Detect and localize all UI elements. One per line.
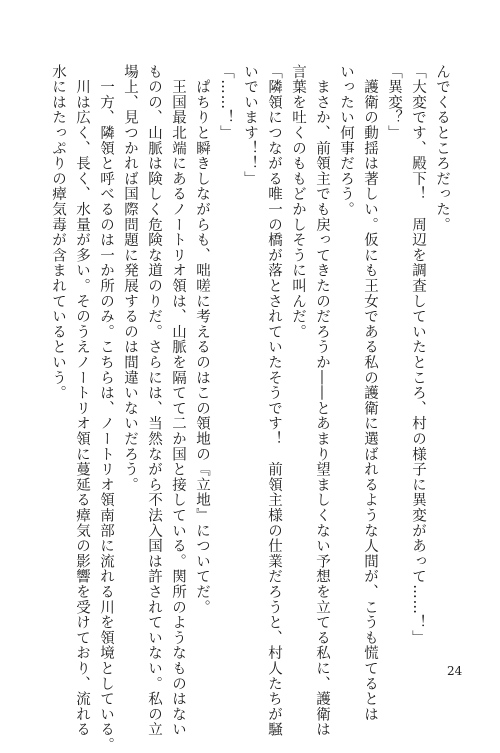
text-line: 「異変？」 [386,64,402,141]
text-line: 王国最北端にあるノートリオ領は、山脈を隔てて二か国と接している。関所のようなものはない [170,64,186,738]
text-line: ぱちりと瞬きしながらも、咄嗟に考えるのはこの領地の『立地』についてだ。 [194,64,210,615]
text-line: んでくるところだった。 [434,64,450,233]
text-line: 川は広く、長く、水量が多い。そのうえノートリオ領に蔓延る瘴気の影響を受けており、流れる [74,64,90,738]
text-line: 場上、見つかれば国際問題に発展するのは間違いないだろう。 [122,64,138,493]
vertical-text-body [50,64,454,753]
text-line: 「……！」 [218,64,234,141]
text-line: 一方、隣領と呼べるのは一か所のみ。こちらは、ノートリオ領南部に流れる川を領境としている。 [98,64,114,753]
page-number: 24 [447,664,463,678]
text-line: いでいます！！」 [242,64,258,187]
text-line: 水にはたっぷりの瘴気毒が含まれているという。 [50,64,66,401]
text-line: 「隣領につながる唯一の橋が落とされていたそうです！ 前領主様の仕業だろうと、村人たちが騒 [266,64,282,738]
text-line: 「大変です、殿下！ 周辺を調査していたところ、村の様子に異変があって……！」 [410,64,426,646]
text-line: 言葉を吐くのももどかしそうに叫んだ。 [290,64,306,340]
text-line: まさか、前領主でも戻ってきたのだろうか――とあまり望ましくない予想を立てる私に、護衛は [314,64,330,738]
text-line: ものの、山脈は険しく危険な道のりだ。さらには、当然ながら不法入国は許されていない。私の立 [146,64,162,738]
text-line: いったい何事だろう。 [338,64,354,217]
text-line: 護衛の動揺は著しい。仮にも王女である私の護衛に選ばれるような人間が、こうも慌てるとは [362,64,378,722]
